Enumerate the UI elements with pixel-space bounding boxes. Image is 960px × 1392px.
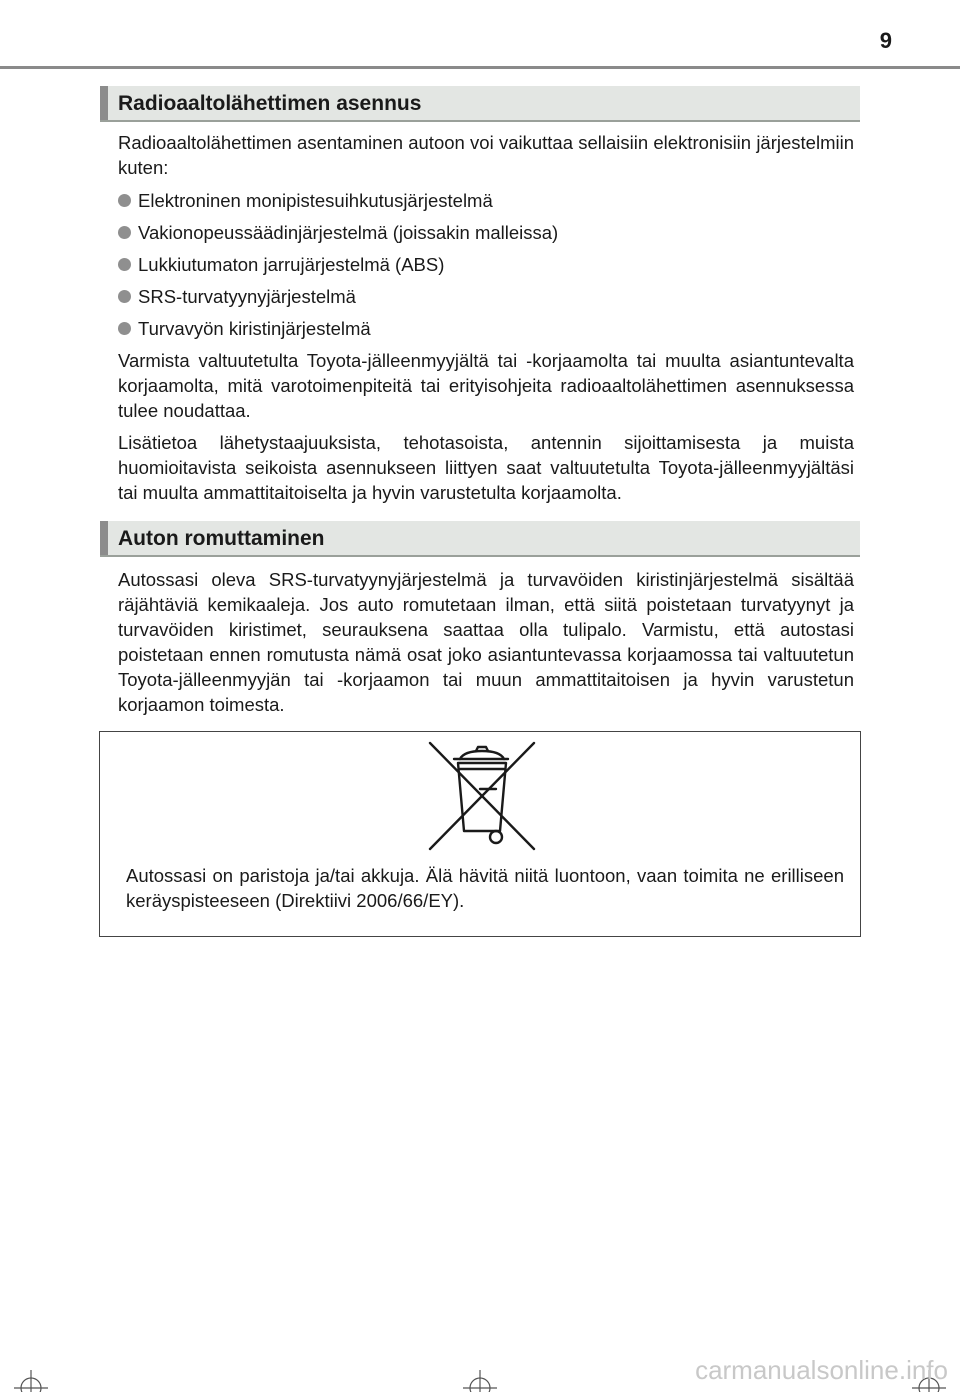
crop-mark-icon [463, 1358, 497, 1392]
header-bar [100, 86, 108, 120]
bullet-dot [118, 290, 131, 303]
section-content-scrapping [118, 567, 854, 717]
header-bar [100, 521, 108, 555]
section-title: Radioaaltolähettimen asennus [118, 92, 422, 115]
bullet-dot [118, 258, 131, 271]
list-item: SRS-turvatyynyjärjestelmä [118, 284, 854, 309]
list-item: Turvavyön kiristinjärjestelmä [118, 316, 854, 341]
body-paragraph: Varmista valtuutetulta Toyota-jälleenmyyjältä tai -korjaamolta tai muulta asiantuntevalta korjaamolta, mitä varotoimenpiteitä tai erityisohjeita radioaaltolähettimen asennuksessa tulee noudattaa. [118, 350, 854, 421]
intro-paragraph: Radioaaltolähettimen asentaminen autoon voi vaikuttaa sellaisiin elektronisiin järjestelmiin kuten: [118, 132, 854, 178]
page-number: 9 [879, 28, 892, 53]
body-paragraph: Autossasi oleva SRS-turvatyynyjärjestelmä ja turvavöiden kiristinjärjestelmä sisältää räjähtäviä kemikaaleja. Jos auto romutetaan ilman, että siitä poistetaan turvatyynyt ja turvavöiden kiristimet, seurauksena saattaa olla tulipalo. Varmistu, että autostasi poistetaan ennen romutusta nämä osat joko asiantuntevassa korjaamossa tai valtuutetun Toyota-jälleenmyyjän tai -korjaamon tai muun ammattitaitoisen ja hyvin varustetun korjaamon toimesta. [118, 569, 854, 715]
bullet-dot [118, 226, 131, 239]
body-paragraph: Lisätietoa lähetystaajuuksista, tehotasoista, antennin sijoittamisesta ja muista huomioitavista seikoista asennukseen liittyen saat valtuutetulta Toyota-jälleenmyyjältäsi tai muulta ammattitaitoiselta ja hyvin varustetulta korjaamolta. [118, 432, 854, 503]
bullet-dot [118, 322, 131, 335]
top-rule [0, 66, 960, 69]
section-header-scrapping [100, 521, 860, 557]
list-item: Elektroninen monipistesuihkutusjärjestelmä [118, 188, 854, 213]
bullet-dot [118, 194, 131, 207]
section-content-radio [118, 130, 854, 505]
section-title: Auton romuttaminen [118, 527, 325, 550]
battery-disposal-notice [99, 731, 861, 937]
crop-mark-icon [14, 1358, 48, 1392]
watermark: carmanualsonline.info [695, 1355, 948, 1385]
crossed-out-wheelie-bin-icon [424, 737, 540, 853]
list-item: Vakionopeussäädinjärjestelmä (joissakin malleissa) [118, 220, 854, 245]
list-item: Lukkiutumaton jarrujärjestelmä (ABS) [118, 252, 854, 277]
notice-text: Autossasi on paristoja ja/tai akkuja. Älä hävitä niitä luontoon, vaan toimita ne erilliseen keräyspisteeseen (Direktiivi 2006/66/EY). [126, 865, 844, 911]
section-header-radio [100, 86, 860, 122]
